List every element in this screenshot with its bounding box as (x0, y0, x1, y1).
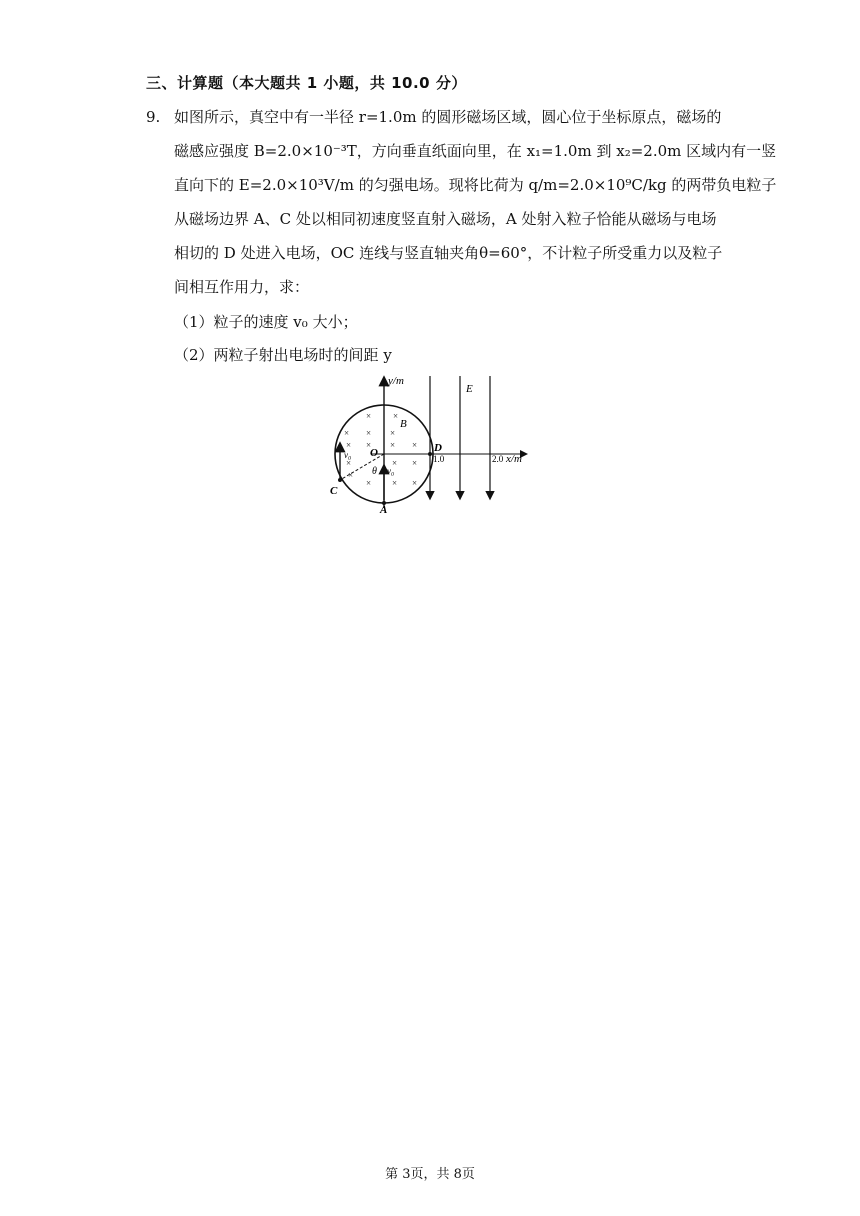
svg-text:×: × (412, 458, 418, 468)
label-v0-left: v₀ (344, 450, 352, 460)
label-v0-center: v₀ (387, 466, 395, 476)
svg-text:×: × (390, 440, 396, 450)
svg-text:×: × (392, 458, 398, 468)
question-line-3: 直向下的 E=2.0×10³V/m 的匀强电场。现将比荷为 q/m=2.0×10⁹C/kg 的两带负电粒子 (174, 176, 777, 194)
svg-text:×: × (346, 458, 352, 468)
svg-text:×: × (412, 440, 418, 450)
field-diagram (326, 374, 546, 514)
svg-text:×: × (348, 470, 354, 480)
label-D: D (434, 442, 442, 454)
question-line-4: 从磁场边界 A、C 处以相同初速度竖直射入磁场，A 处射入粒子恰能从磁场与电场 (174, 210, 717, 228)
svg-text:×: × (393, 411, 399, 421)
svg-text:×: × (412, 478, 418, 488)
field-label-E: E (466, 383, 473, 395)
section-title: 三、计算题（本大题共 1 小题，共 10.0 分） (146, 74, 467, 92)
question-line-6: 间相互作用力，求： (174, 278, 310, 296)
svg-text:×: × (366, 478, 372, 488)
x-tick-2: 2.0 (492, 454, 504, 464)
question-line-2: 磁感应强度 B=2.0×10⁻³T，方向垂直纸面向里，在 x₁=1.0m 到 x₂=2.0m 区域内有一竖 (174, 142, 777, 160)
label-C: C (330, 485, 338, 497)
subquestion-2: （2）两粒子射出电场时的间距 y (174, 346, 392, 364)
subquestion-1: （1）粒子的速度 v₀ 大小； (174, 313, 358, 331)
label-A: A (380, 504, 388, 514)
physics-figure (326, 374, 546, 518)
question-line-1: 如图所示，真空中有一半径 r=1.0m 的圆形磁场区域，圆心位于坐标原点，磁场的 (174, 108, 722, 126)
svg-text:×: × (390, 428, 396, 438)
svg-text:×: × (344, 428, 350, 438)
x-tick-1: 1.0 (433, 454, 445, 464)
svg-text:×: × (392, 478, 398, 488)
label-B: B (400, 418, 407, 430)
question-line-5: 相切的 D 处进入电场，OC 连线与竖直轴夹角θ=60°，不计粒子所受重力以及粒子 (174, 244, 723, 262)
point-C (338, 478, 342, 482)
svg-text:×: × (366, 411, 372, 421)
label-theta: θ (372, 466, 377, 477)
svg-text:×: × (366, 440, 372, 450)
y-axis-label: y/m (388, 375, 404, 387)
svg-text:×: × (366, 428, 372, 438)
x-axis-label: x/m (506, 453, 522, 465)
question-number: 9. (146, 108, 161, 126)
page-footer: 第 3页，共 8页 (385, 1167, 475, 1182)
point-D (428, 452, 432, 456)
label-O: O (370, 447, 378, 459)
svg-text:×: × (346, 440, 352, 450)
